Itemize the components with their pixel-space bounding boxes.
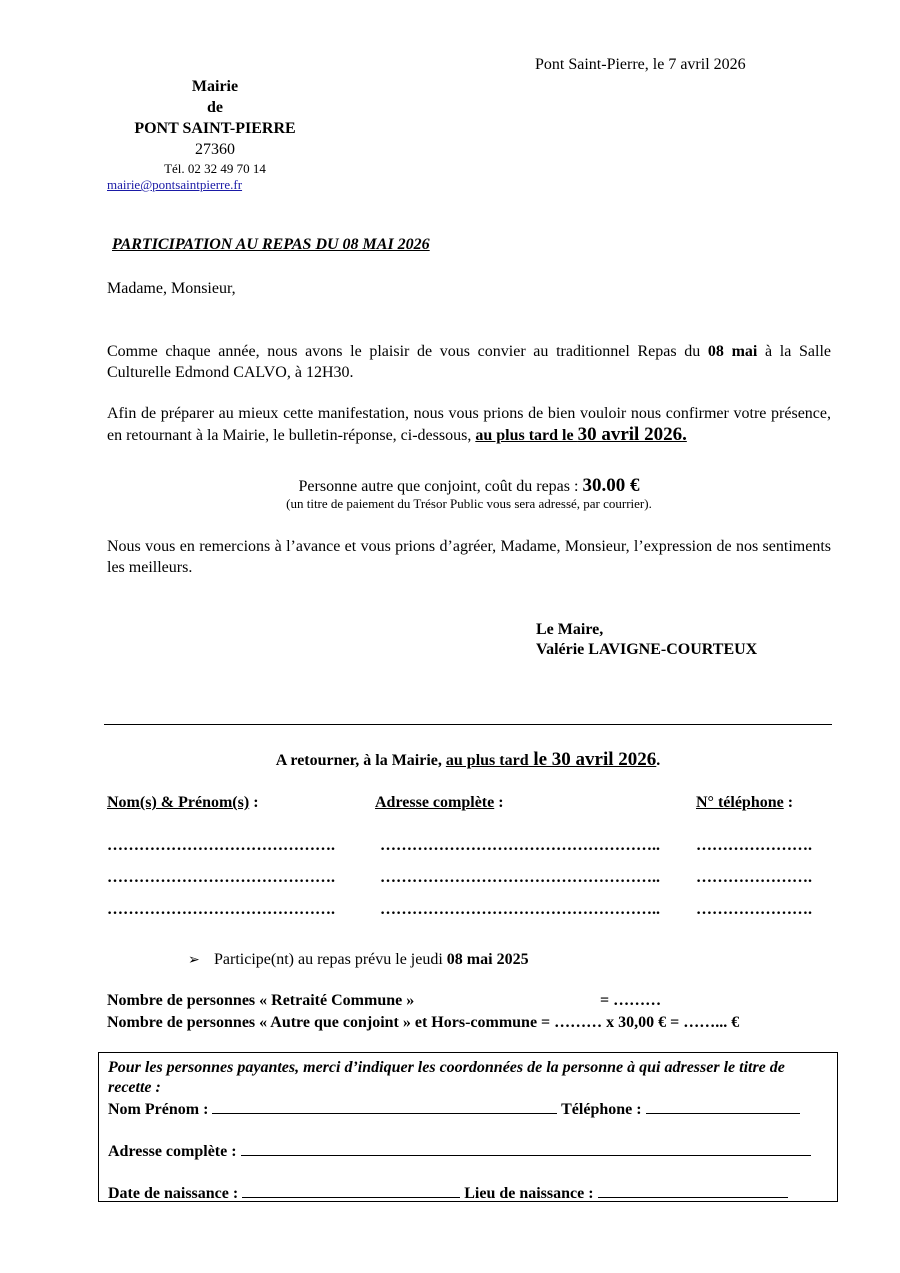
- form-row[interactable]: [107, 869, 837, 889]
- meal-cost-line: [107, 475, 831, 497]
- signature-block: [536, 620, 757, 660]
- form-row[interactable]: [107, 901, 837, 921]
- payer-dob-field[interactable]: [242, 1183, 460, 1198]
- payer-phone-field[interactable]: [646, 1099, 800, 1114]
- column-name-label: Nom(s) & Prénom(s): [107, 794, 250, 811]
- participation-date: 08 mai 2025: [446, 951, 529, 968]
- payer-name-phone-line: [108, 1099, 800, 1119]
- payer-phone-label: Téléphone :: [557, 1101, 646, 1118]
- letter-date: Pont Saint-Pierre, le 7 avril 2026: [535, 56, 746, 73]
- signature-name: Valérie LAVIGNE-COURTEUX: [536, 641, 758, 658]
- participation-line: [188, 951, 529, 969]
- payer-name-field[interactable]: [212, 1099, 557, 1114]
- mairie-email-link[interactable]: mairie@pontsaintpierre.fr: [107, 177, 243, 192]
- para2-deadline-date: 30 avril 2026.: [577, 424, 687, 445]
- payer-name-label: Nom Prénom :: [108, 1101, 213, 1118]
- address-field-dots[interactable]: ……………………………………………..: [380, 901, 660, 918]
- column-phone-colon: :: [783, 794, 794, 811]
- phone-field-dots[interactable]: ………………….: [696, 869, 812, 886]
- meal-cost-note: (un titre de paiement du Trésor Public vous sera adressé, par courrier).: [286, 496, 652, 511]
- name-field-dots[interactable]: …………………………………….: [107, 901, 335, 918]
- payer-birth-line: [108, 1183, 788, 1203]
- paragraph-invitation: [107, 341, 831, 383]
- name-field-dots[interactable]: …………………………………….: [107, 869, 335, 886]
- cut-separator-line: [104, 724, 832, 725]
- address-field-dots[interactable]: ……………………………………………..: [380, 837, 660, 854]
- arrow-bullet-icon: ➢: [188, 953, 200, 968]
- column-header-name: [107, 794, 259, 812]
- column-address-label: Adresse complète: [375, 794, 495, 811]
- para1-text-c: à la Salle Culturelle Edmond CALVO, à 12H30.: [107, 343, 831, 381]
- payer-address-label: Adresse complète :: [108, 1143, 241, 1160]
- payer-address-line: [108, 1141, 811, 1161]
- address-field-dots[interactable]: ……………………………………………..: [380, 869, 660, 886]
- mairie-header: [110, 76, 320, 177]
- participation-text: Participe(nt) au repas prévu le jeudi: [214, 951, 447, 968]
- meal-cost-label: Personne autre que conjoint, coût du repas :: [298, 478, 583, 495]
- count-retraite-line: [107, 992, 662, 1010]
- para1-date: 08 mai: [707, 343, 758, 360]
- name-field-dots[interactable]: …………………………………….: [107, 837, 335, 854]
- mairie-town: PONT SAINT-PIERRE: [134, 120, 296, 137]
- payer-birthplace-field[interactable]: [598, 1183, 788, 1198]
- count-retraite-label: Nombre de personnes « Retraité Commune »: [107, 992, 415, 1009]
- count-autre-line[interactable]: Nombre de personnes « Autre que conjoint » et Hors-commune = ……… x 30,00 € = ……... €: [107, 1014, 740, 1031]
- return-instruction: [104, 749, 832, 771]
- payer-birthplace-label: Lieu de naissance :: [460, 1185, 598, 1202]
- mairie-de: de: [207, 99, 223, 116]
- return-deadline: le 30 avril 2026: [528, 749, 657, 770]
- para1-text-a: Comme chaque année, nous avons le plaisir de vous convier au traditionnel Repas du: [107, 343, 708, 360]
- letter-salutation: Madame, Monsieur,: [107, 280, 236, 297]
- paragraph-confirmation: [107, 403, 831, 446]
- signature-title: Le Maire,: [536, 621, 604, 638]
- payer-info-instruction: Pour les personnes payantes, merci d’indiquer les coordonnées de la personne à qui adresser le titre de recette :: [108, 1059, 785, 1096]
- column-address-colon: :: [494, 794, 504, 811]
- mairie-phone: Tél. 02 32 49 70 14: [164, 161, 266, 176]
- paragraph-closing: Nous vous en remercions à l’avance et vous prions d’agréer, Madame, Monsieur, l’expression de nos sentiments les meilleurs.: [107, 538, 831, 576]
- mairie-title: Mairie: [191, 78, 239, 95]
- payer-dob-label: Date de naissance :: [108, 1185, 243, 1202]
- phone-field-dots[interactable]: ………………….: [696, 901, 812, 918]
- column-phone-label: N° téléphone: [696, 794, 784, 811]
- column-name-colon: :: [249, 794, 259, 811]
- return-period: .: [656, 752, 661, 769]
- phone-field-dots[interactable]: ………………….: [696, 837, 812, 854]
- para2-text: Afin de préparer au mieux cette manifestation, nous vous prions de bien vouloir nous confirmer votre présence, en retournant à la Mairie, le bulletin-réponse, ci-dessous,: [107, 405, 831, 444]
- form-row[interactable]: [107, 837, 837, 857]
- payer-info-box: [98, 1052, 838, 1202]
- meal-cost-value: 30.00 €: [582, 475, 640, 496]
- para2-deadline-prefix: au plus tard le: [475, 427, 578, 444]
- column-header-phone: [696, 794, 793, 812]
- count-retraite-value[interactable]: = ………: [600, 992, 662, 1009]
- return-text-b: au plus tard: [445, 752, 529, 769]
- payer-address-field[interactable]: [241, 1141, 811, 1156]
- mairie-postal-code: 27360: [195, 141, 235, 158]
- return-text-a: A retourner, à la Mairie,: [275, 752, 446, 769]
- column-header-address: [375, 794, 504, 812]
- letter-subject: PARTICIPATION AU REPAS DU 08 MAI 2026: [112, 236, 430, 253]
